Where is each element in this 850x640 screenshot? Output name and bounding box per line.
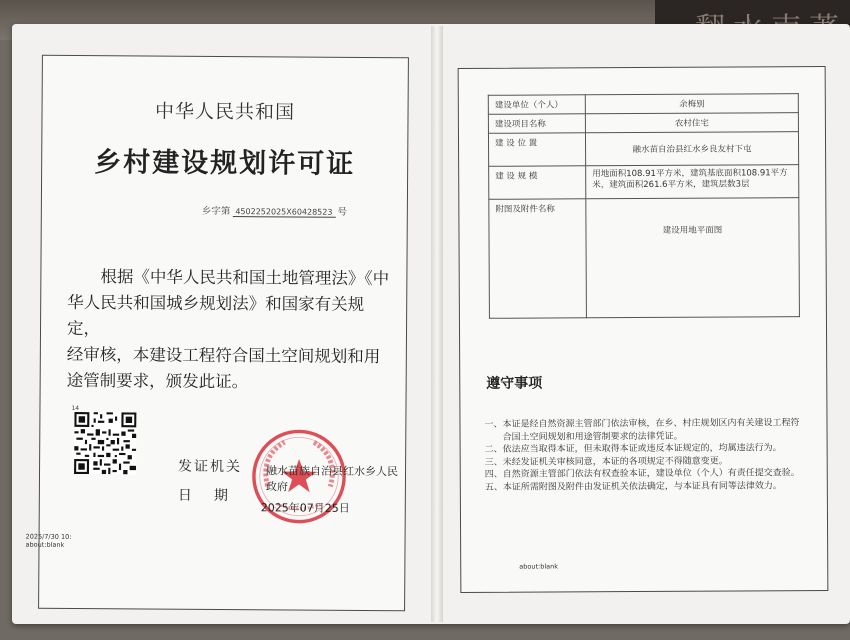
list-item: [485, 480, 805, 494]
qr-number: 14: [71, 404, 80, 412]
qr-code-icon[interactable]: [74, 412, 136, 474]
list-item-number: 四、: [484, 469, 503, 480]
country-heading: 中华人民共和国: [154, 100, 296, 124]
body-paragraph-2: 经审核，本建设工程符合国土空间规划和用途管制要求，颁发此证。: [66, 344, 381, 392]
table-cell-value: 余梅别: [585, 94, 798, 114]
cert-prefix: 乡字第: [201, 205, 231, 218]
table-cell-label: 建 设 位 置: [488, 133, 585, 167]
list-item-number: 二、: [484, 444, 503, 455]
table-row: [489, 198, 800, 319]
table-cell-label: 建设单位（个人）: [488, 95, 585, 115]
list-item-text: 本证是经自然资源主管部门依法审核，在乡、村庄规划区内有关建设工程符合国土空间规划和用途管制要求的法律凭证。: [502, 418, 800, 443]
list-item-text: 依法应当取得本证，但未取得本证或违反本证规定的，均属违法行为。: [502, 443, 782, 455]
issuer-label: 发证机关: [178, 458, 243, 476]
list-item-number: 一、: [484, 419, 503, 430]
table-cell-value: 融水苗自治县红水乡良友村下屯: [585, 132, 798, 166]
list-item-text: 自然资源主管部门依法有权查验本证，建设单位（个人）有责任提交查验。: [502, 468, 800, 480]
table-cell-label: 建 设 规 模: [489, 166, 586, 200]
print-timestamp: [25, 533, 71, 549]
right-page: [458, 66, 829, 593]
cert-suffix: 号: [337, 206, 348, 218]
date-label: 日期: [177, 487, 250, 505]
table-row: [488, 94, 798, 115]
list-item: [484, 417, 804, 444]
certificate-body: [67, 264, 392, 396]
table-cell-label: 建设项目名称: [488, 114, 585, 134]
notice-title: 遵守事项: [486, 375, 543, 392]
list-item-number: 三、: [484, 457, 503, 468]
print-url: about:blank: [25, 540, 65, 549]
table-cell-value: 用地面积108.91平方米，建筑基底面积108.91平方米，建筑面积261.6平方米，建筑层数3层: [586, 165, 799, 199]
list-item-text: 本证所需附图及附件由发证机关依法确定，与本证具有同等法律效力。: [502, 480, 782, 493]
table-cell-value: 建设用地平面图: [586, 198, 800, 318]
cert-number-value: 4502252025X60428523: [232, 207, 335, 218]
table-row: [489, 165, 799, 200]
table-cell-value: 农村住宅: [585, 113, 798, 133]
certificate-number: [202, 203, 347, 218]
list-item-number: 五、: [484, 482, 503, 493]
table-row: [488, 113, 798, 134]
notice-list: [484, 417, 804, 494]
issue-date: 2025年07月25日: [260, 501, 350, 515]
print-url: about:blank: [519, 562, 559, 571]
table-row: [488, 132, 798, 167]
table-cell-label: 附图及附件名称: [489, 199, 587, 319]
list-item-text: 未经发证机关审核同意，本证的各项规定不得随意变更。: [502, 456, 728, 468]
print-time: 2025/7/30 10:: [25, 532, 72, 541]
issuer-name: 融水苗族自治县红水乡人民政府: [265, 464, 399, 494]
body-paragraph-1: 根据《中华人民共和国土地管理法》《中华人民共和国城乡规划法》和国家有关规定，: [66, 267, 390, 339]
left-page: [25, 55, 409, 612]
certificate-title: 乡村建设规划许可证: [94, 147, 356, 180]
project-info-table: [488, 93, 800, 319]
booklet-fold: [431, 26, 443, 622]
